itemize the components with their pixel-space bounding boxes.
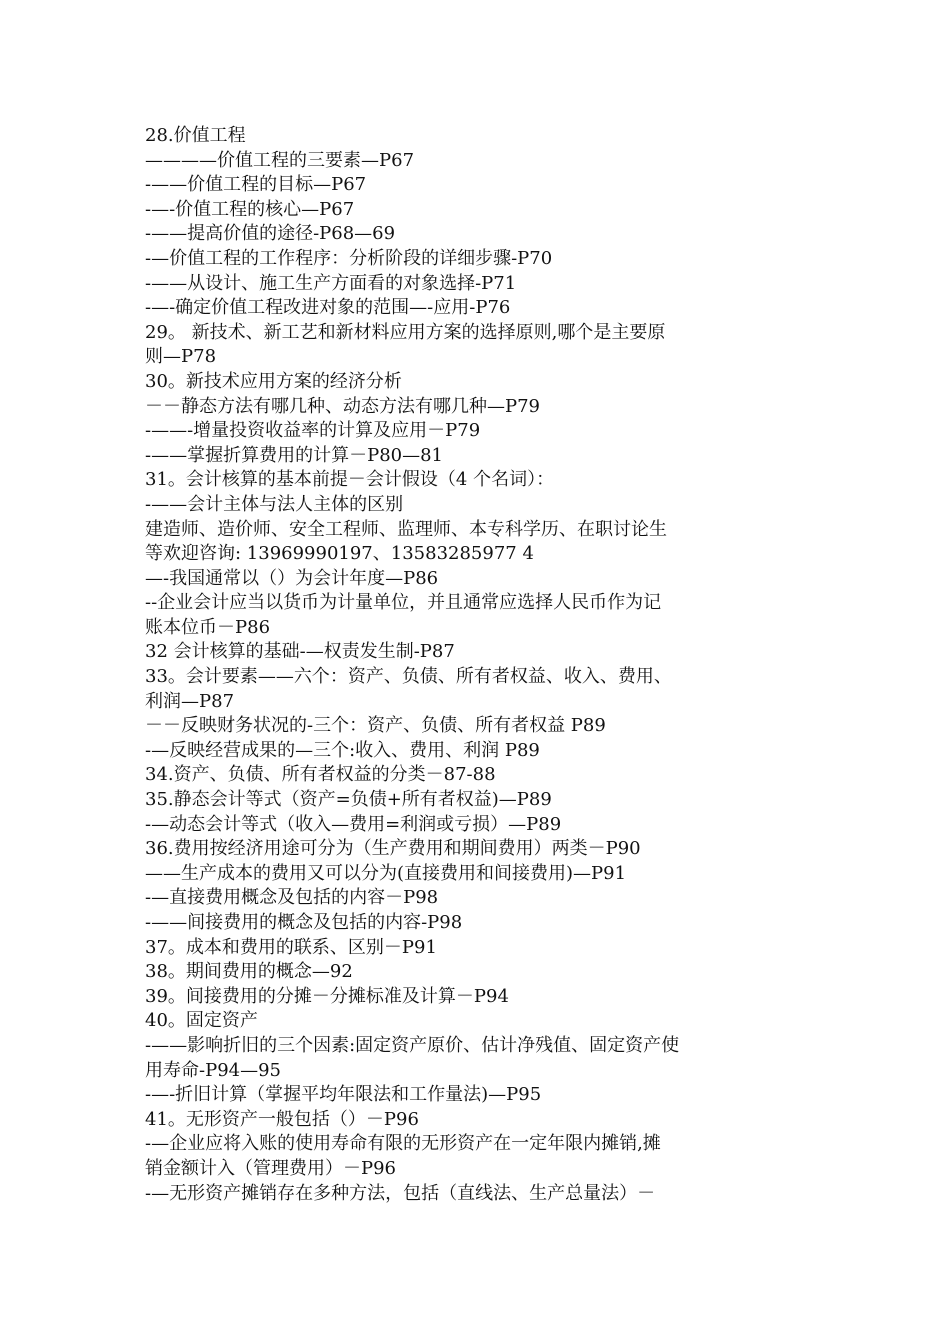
text-line: 28.价值工程 [145,125,246,146]
text-line: －－反映财务状况的-三个：资产、负债、所有者权益 P89 [145,715,606,737]
text-line: -——-增量投资收益率的计算及应用－P79 [145,420,481,442]
text-line: -—直接费用概念及包括的内容－P98 [145,887,439,909]
text-line: -—-价值工程的核心—P67 [145,198,355,220]
text-line: 35.静态会计等式（资产=负债+所有者权益)—P89 [145,789,552,811]
text-line: -—反映经营成果的—三个:收入、费用、利润 P89 [145,739,540,761]
text-line: -—企业应将入账的使用寿命有限的无形资产在一定年限内摊销,摊 [145,1133,661,1155]
text-line: -——影响折旧的三个因素:固定资产原价、估计净残值、固定资产使 [145,1034,680,1056]
document-body [145,124,810,1206]
text-line: -—无形资产摊销存在多种方法，包括（直线法、生产总量法）－ [145,1182,656,1204]
text-line: -——价值工程的目标—P67 [145,174,367,196]
text-line: -—-折旧计算（掌握平均年限法和工作量法)—P95 [145,1084,542,1106]
text-line: －－静态方法有哪几种、动态方法有哪几种—P79 [145,395,541,417]
text-line: -—-确定价值工程改进对象的范围—-应用-P76 [145,297,511,319]
text-line: 39。间接费用的分摊－分摊标准及计算－P94 [145,985,509,1007]
text-line: 40。固定资产 [145,1010,258,1032]
text-line: 36.费用按经济用途可分为（生产费用和期间费用）两类－P90 [145,838,641,860]
text-line: 31。会计核算的基本前提－会计假设（4 个名词）： [145,469,555,491]
text-line: 则—P78 [145,346,217,368]
text-line: -——提高价值的途径-P68—69 [145,223,396,245]
text-line: -——从设计、施工生产方面看的对象选择-P71 [145,272,517,294]
text-line: 34.资产、负债、所有者权益的分类－87-88 [145,764,496,786]
text-line: ————价值工程的三要素—P67 [145,149,415,171]
text-line: -—动态会计等式（收入—费用=利润或亏损）—P89 [145,813,562,835]
text-line: 30。新技术应用方案的经济分析 [145,370,402,392]
text-line: 销金额计入（管理费用）－P96 [145,1157,397,1179]
text-line: -——间接费用的概念及包括的内容-P98 [145,912,463,933]
text-line: -——会计主体与法人主体的区别 [145,493,404,515]
text-line: 33。会计要素——六个：资产、负债、所有者权益、收入、费用、 [145,666,672,688]
text-line: 账本位币－P86 [145,616,271,638]
text-line: 利润—P87 [145,690,235,712]
text-line: 37。成本和费用的联系、区别－P91 [145,936,437,958]
text-line: 等欢迎咨询: 13969990197、13583285977 4 [145,543,534,565]
text-line: 29。 新技术、新工艺和新材料应用方案的选择原则,哪个是主要原 [145,321,666,343]
text-line: 38。期间费用的概念—92 [145,961,353,983]
text-line: 建造师、造价师、安全工程师、监理师、本专科学历、在职讨论生 [145,518,667,540]
text-line: -——掌握折算费用的计算－P80—81 [145,444,444,466]
text-line: ——生产成本的费用又可以分为(直接费用和间接费用)—P91 [145,862,627,884]
text-line: 32 会计核算的基础-—权责发生制-P87 [145,641,455,663]
text-line: --企业会计应当以货币为计量单位，并且通常应选择人民币作为记 [145,592,662,614]
text-line: -—价值工程的工作程序：分析阶段的详细步骤-P70 [145,247,553,269]
text-line: 用寿命-P94—95 [145,1059,282,1081]
text-line: 41。无形资产一般包括（）－P96 [145,1108,419,1130]
text-line: —-我国通常以（）为会计年度—P86 [145,567,439,589]
